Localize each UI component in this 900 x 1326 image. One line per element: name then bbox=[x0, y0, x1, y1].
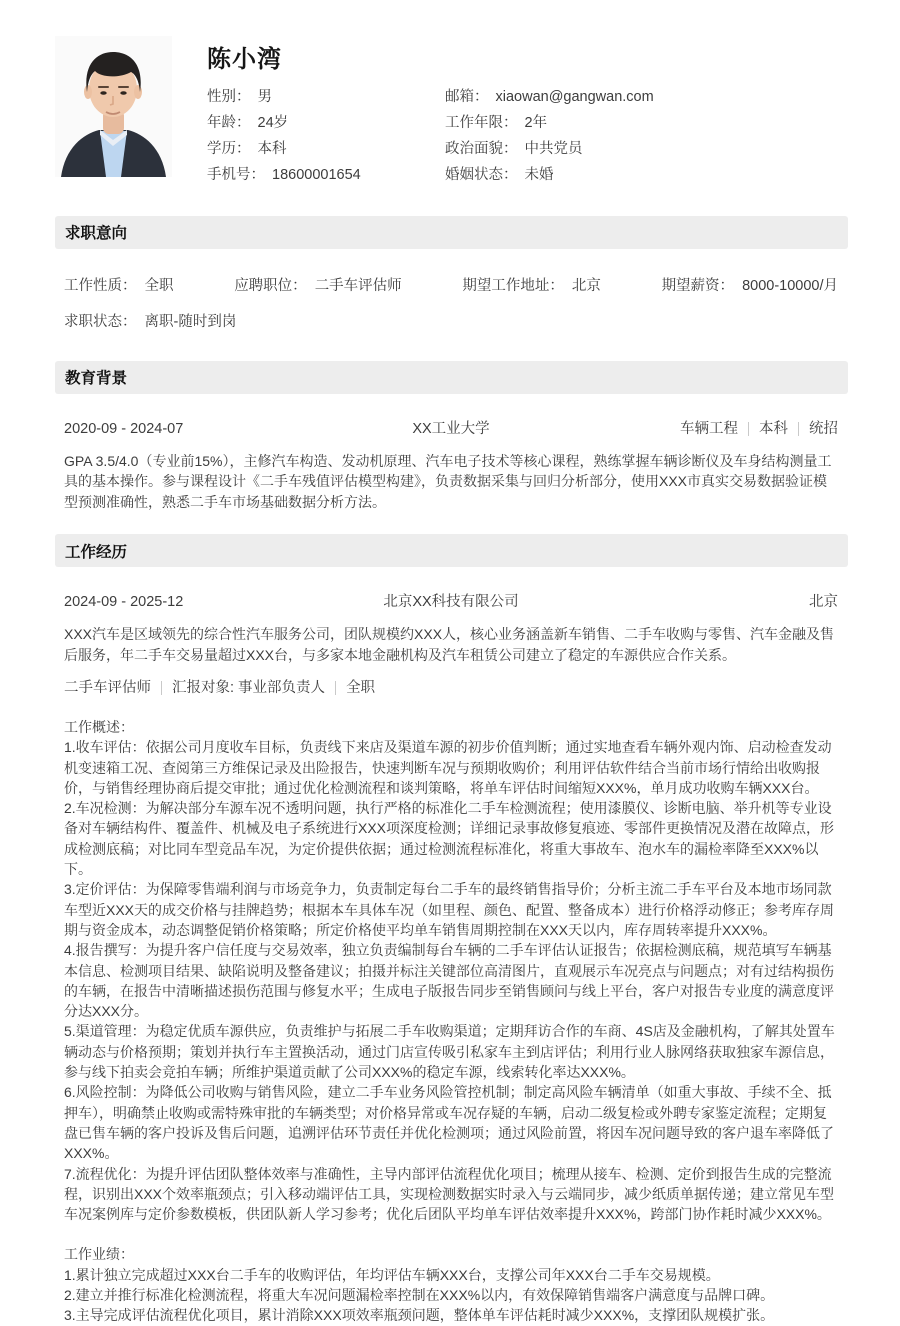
role-meta-row bbox=[64, 678, 838, 698]
spacer bbox=[64, 1224, 838, 1244]
achievement-title: 工作业绩： bbox=[64, 1246, 134, 1263]
field-target-location: 期望工作地址： 北京 bbox=[462, 277, 601, 294]
achievement-item: 3.主导完成评估流程优化项目，累计消除XXX项效率瓶颈问题，整体单车评估耗时减少XXX%，支撑团队规模扩张。 bbox=[64, 1307, 775, 1324]
divider bbox=[335, 681, 336, 695]
experience-period: 2024-09 - 2025-12 bbox=[64, 594, 184, 610]
experience-entry-row bbox=[64, 592, 838, 613]
overview-item: 5.渠道管理：为稳定优质车源供应，负责维护与拓展二手车收购渠道；定期拜访合作的车商、4S店及金融机构，了解其处置车辆动态与价格预期；策划并执行车主置换活动，通过门店宣传吸引私家车主到店评估；利用行业人脉网络获取独家车源信息，参与线下拍卖会竞拍车辆；所维护渠道贡献了公司XXX%的稳定车源，线索转化率达XXX%。 bbox=[64, 1023, 835, 1081]
experience-company: 北京XX科技有限公司 bbox=[383, 594, 519, 610]
role-report-to: 汇报对象: 事业部负责人 bbox=[172, 680, 326, 696]
field-age: 年龄： 24岁 bbox=[207, 115, 289, 131]
divider bbox=[798, 422, 799, 436]
field-expected-salary: 期望薪资： 8000-10000/月 bbox=[661, 277, 838, 294]
education-major: 车辆工程 bbox=[680, 420, 738, 437]
profile-photo bbox=[55, 36, 172, 177]
field-political-status: 政治面貌： 中共党员 bbox=[445, 141, 583, 157]
field-work-years: 工作年限： 2年 bbox=[445, 115, 548, 131]
overview-item: 4.报告撰写：为提升客户信任度与交易效率，独立负责编制每台车辆的二手车评估认证报告；依据检测底稿，规范填写车辆基本信息、检测项目结果、缺陷说明及整备建议；拍摄并标注关键部位高清图片，直观展示车况亮点与问题点；对有过结构损伤的车辆，在报告中清晰描述损伤范围与修复水平；生成电子版报告同步至销售顾问与线上平台，客户对报告专业度的满意度评分达XXX分。 bbox=[64, 942, 834, 1020]
education-meta bbox=[680, 419, 838, 440]
section-header-education bbox=[55, 361, 848, 394]
field-marital-status: 婚姻状态： 未婚 bbox=[445, 167, 554, 183]
achievement-item: 1.累计独立完成超过XXX台二手车的收购评估，年均评估车辆XXX台，支撑公司年XXX台二手车交易规模。 bbox=[64, 1266, 720, 1283]
profile-detail-grid bbox=[207, 89, 848, 185]
education-description: GPA 3.5/4.0（专业前15%），主修汽车构造、发动机原理、汽车电子技术等核心课程，熟练掌握车辆诊断仪及车身结构测量工具的基本操作。参与课程设计《二手车残值评估模型构建》，负责数据采集与回归分析部分，使用XXX市真实交易数据验证模型预测准确性，熟悉二手车市场基础数据分析方法。 bbox=[64, 452, 832, 510]
section-title: 求职意向 bbox=[65, 225, 128, 242]
work-detail-block bbox=[64, 717, 838, 1326]
section-title: 教育背景 bbox=[65, 370, 128, 387]
education-enrollment-type: 统招 bbox=[809, 420, 838, 437]
education-entry-row bbox=[64, 419, 838, 440]
candidate-name: 陈小湾 bbox=[207, 46, 282, 73]
company-intro: XXX汽车是区域领先的综合性汽车服务公司，团队规模约XXX人，核心业务涵盖新车销售、二手车收购与零售、汽车金融及售后服务，年二手车交易量超过XXX台，与多家本地金融机构及汽车租赁公司建立了稳定的车源供应合作关系。 bbox=[64, 626, 835, 663]
section-header-experience bbox=[55, 534, 848, 567]
achievement-item: 2.建立并推行标准化检测流程，将重大车况问题漏检率控制在XXX%以内，有效保障销售端客户满意度与品牌口碑。 bbox=[64, 1287, 775, 1304]
overview-item: 7.流程优化：为提升评估团队整体效率与准确性，主导内部评估流程优化项目；梳理从接车、检测、定价到报告生成的完整流程，识别出XXX个效率瓶颈点；引入移动端评估工具，实现检测数据实时录入与云端同步，减少纸质单据传递；建立常见车型车况案例库与定价参数模板，供团队新人学习参考；优化后团队平均单车评估效率提升XXX%，跨部门协作耗时减少XXX%。 bbox=[64, 1165, 835, 1223]
field-job-status: 求职状态： 离职-随时到岗 bbox=[64, 313, 237, 330]
field-phone: 手机号： 18600001654 bbox=[207, 167, 361, 183]
portrait-illustration bbox=[55, 36, 172, 177]
overview-item: 2.车况检测：为解决部分车源车况不透明问题，执行严格的标准化二手车检测流程；使用漆膜仪、诊断电脑、举升机等专业设备对车辆结构件、覆盖件、机械及电子系统进行XXX项深度检测；详细记录事故修复痕迹、零部件更换情况及潜在故障点，形成检测底稿；对比同车型竞品车况，为定价提供依据；通过检测流程标准化，将重大事故车、泡水车的漏检率降至XXX%以下。 bbox=[64, 800, 835, 878]
overview-title: 工作概述： bbox=[64, 719, 134, 735]
field-target-position: 应聘职位： 二手车评估师 bbox=[234, 277, 402, 294]
profile-info bbox=[207, 36, 848, 185]
intention-row bbox=[64, 276, 838, 296]
field-gender: 性别： 男 bbox=[207, 89, 272, 105]
role-title: 二手车评估师 bbox=[64, 680, 151, 696]
education-school: XX工业大学 bbox=[412, 420, 490, 437]
overview-item: 3.定价评估：为保障零售端利润与市场竞争力，负责制定每台二手车的最终销售指导价；分析主流二手车平台及本地市场同款车型近XXX天的成交价格与挂牌趋势；根据本车具体车况（如里程、颜色、配置、整备成本）进行价格浮动修正；参考库存周期与资金成本，动态调整促销价格策略；所定价格使平均单车销售周期控制在XXX天以内，库存周转率提升XXX%。 bbox=[64, 881, 835, 938]
resume-header bbox=[55, 0, 848, 185]
experience-location: 北京 bbox=[809, 594, 838, 610]
overview-item: 6.风险控制：为降低公司收购与销售风险，建立二手车业务风险管控机制；制定高风险车辆清单（如重大事故、手续不全、抵押车），明确禁止收购或需特殊审批的车辆类型；对价格异常或车况存疑的车辆，启动二级复检或外聘专家鉴定流程；定期复盘已售车辆的客户投诉及售后问题，追溯评估环节责任并优化检测项；通过风险前置，将因车况问题导致的客户退车率降低了XXX%。 bbox=[64, 1084, 834, 1162]
field-email: 邮箱： xiaowan@gangwan.com bbox=[445, 89, 654, 105]
role-employment-type: 全职 bbox=[346, 680, 376, 696]
field-degree: 学历： 本科 bbox=[207, 141, 287, 157]
divider bbox=[161, 681, 162, 695]
section-title: 工作经历 bbox=[65, 543, 128, 561]
education-degree: 本科 bbox=[759, 420, 788, 437]
section-header-intention bbox=[55, 216, 848, 249]
overview-item: 1.收车评估：依据公司月度收车目标，负责线下来店及渠道车源的初步价值判断；通过实地查看车辆外观内饰、启动检查发动机变速箱工况、查阅第三方维保记录及出险报告，快速判断车况与预期收购价；利用评估软件结合当前市场行情给出收购报价，与销售经理协商后提交审批；通过优化检测流程和谈判策略，将单车评估时间缩短XXX%，单月成功收购车辆XXX台。 bbox=[64, 739, 832, 796]
field-job-type: 工作性质： 全职 bbox=[64, 277, 174, 294]
divider bbox=[748, 422, 749, 436]
education-period: 2020-09 - 2024-07 bbox=[64, 420, 184, 437]
